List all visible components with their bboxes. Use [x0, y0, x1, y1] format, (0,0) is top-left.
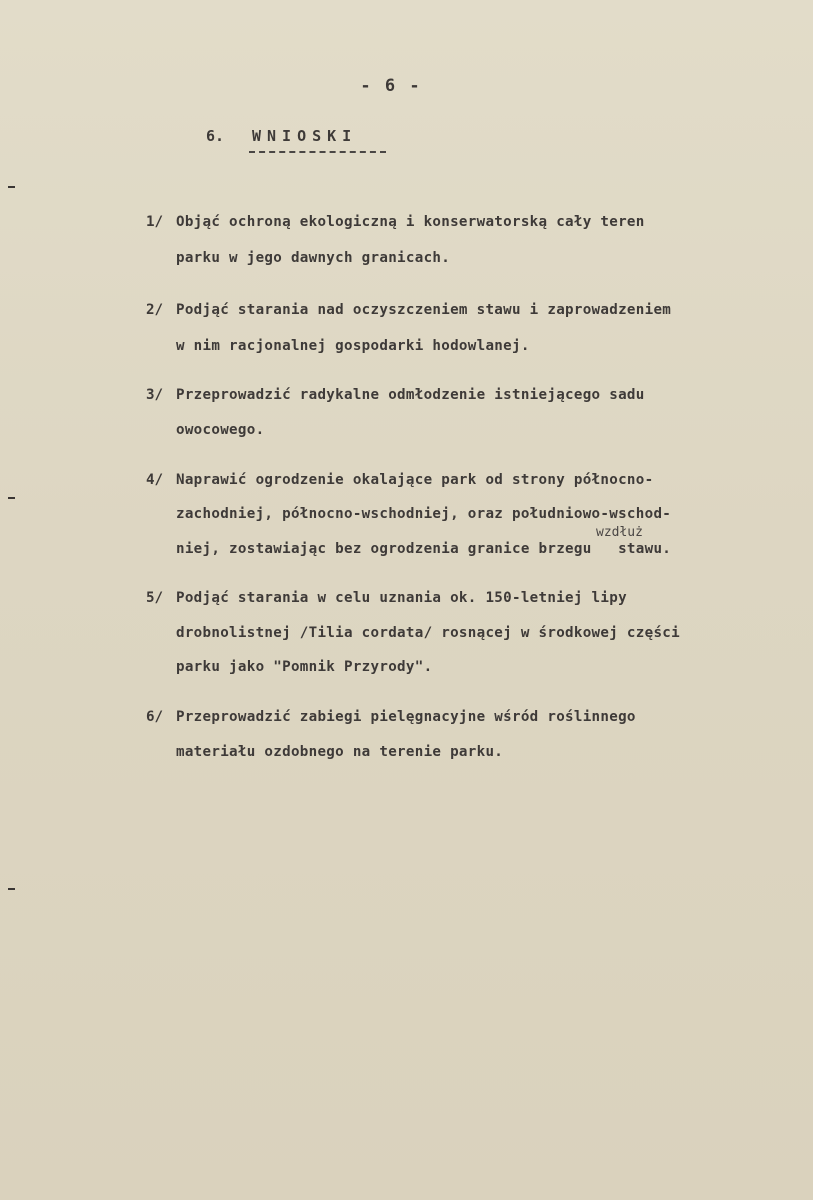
item-line: Podjąć starania w celu uznania ok. 150-letniej lipy	[176, 590, 627, 606]
item-line: Naprawić ogrodzenie okalające park od strony północno-	[176, 472, 654, 488]
item-line: w nim racjonalnej gospodarki hodowlanej.	[176, 338, 530, 354]
item-line: zachodniej, północno-wschodniej, oraz południowo-wschod-	[176, 506, 672, 522]
item-line: drobnolistnej /Tilia cordata/ rosnącej w środkowej części	[176, 625, 680, 641]
item-number: 1/	[146, 214, 164, 230]
item-number: 3/	[146, 387, 164, 403]
section-number: 6.	[206, 127, 225, 145]
section-title-underline	[249, 151, 386, 153]
item-number: 6/	[146, 709, 164, 725]
item-line: Objąć ochroną ekologiczną i konserwatorską cały teren	[176, 214, 645, 230]
handwritten-insert: wzdłuż	[596, 525, 643, 540]
item-number: 2/	[146, 302, 164, 318]
item-line: parku w jego dawnych granicach.	[176, 250, 451, 266]
margin-mark	[8, 497, 15, 499]
item-number: 5/	[146, 590, 164, 606]
margin-mark	[8, 186, 15, 188]
item-line: parku jako "Pomnik Przyrody".	[176, 659, 433, 675]
item-line: materiału ozdobnego na terenie parku.	[176, 744, 504, 760]
page-number: - 6 -	[360, 76, 422, 96]
section-title: WNIOSKI	[252, 127, 358, 145]
margin-mark	[8, 888, 15, 890]
item-line: owocowego.	[176, 422, 265, 438]
item-line: Podjąć starania nad oczyszczeniem stawu i zaprowadzeniem	[176, 302, 672, 318]
item-line: Przeprowadzić radykalne odmłodzenie istniejącego sadu	[176, 387, 645, 403]
item-line: Przeprowadzić zabiegi pielęgnacyjne wśród roślinnego	[176, 709, 636, 725]
item-number: 4/	[146, 472, 164, 488]
item-line: niej, zostawiając bez ogrodzenia granice brzegu stawu.	[176, 541, 672, 557]
